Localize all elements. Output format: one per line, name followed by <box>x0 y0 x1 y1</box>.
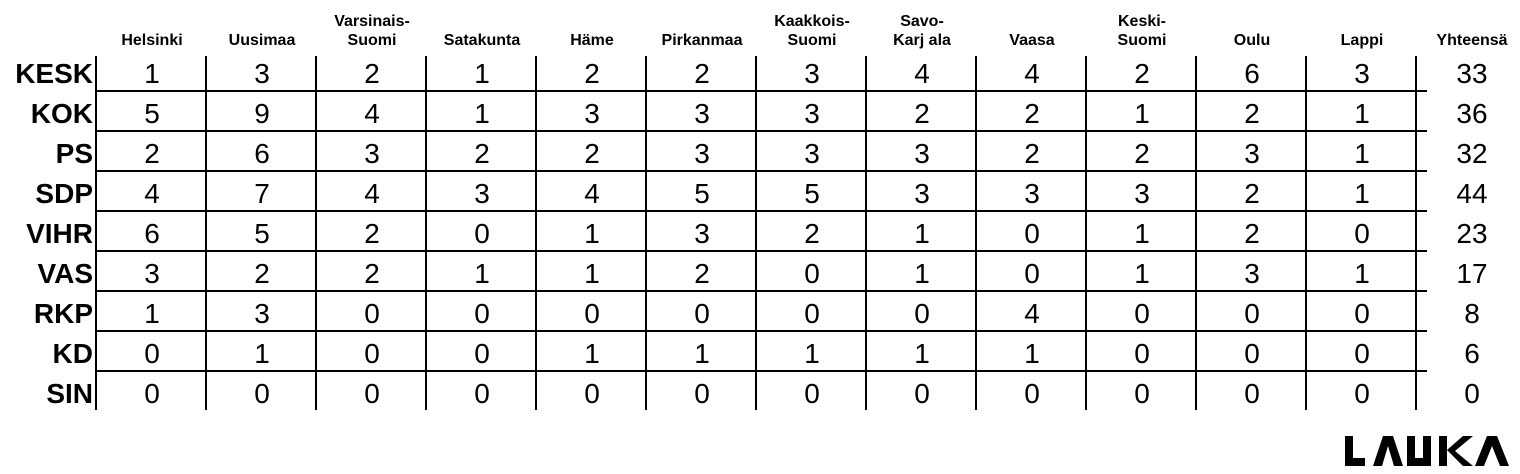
table-cell: 2 <box>1134 138 1150 169</box>
party-label: PS <box>55 138 93 169</box>
table-cell: 0 <box>584 378 600 409</box>
column-divider <box>865 56 867 410</box>
table-cell: 8 <box>1464 298 1480 329</box>
party-label: SIN <box>46 378 93 409</box>
table-cell: 3 <box>1354 58 1370 89</box>
table-cell: 1 <box>144 298 160 329</box>
table-cell: 3 <box>144 258 160 289</box>
table-cell: 1 <box>1354 178 1370 209</box>
table-cell: 0 <box>804 258 820 289</box>
table-cell: 1 <box>1134 218 1150 249</box>
column-header: Yhteensä <box>1436 32 1508 49</box>
table-cell: 17 <box>1456 258 1488 289</box>
table-cell: 0 <box>364 378 380 409</box>
table-cell: 2 <box>474 138 490 169</box>
table-cell: 2 <box>1244 178 1260 209</box>
table-cell: 0 <box>364 298 380 329</box>
table-cell: 3 <box>804 138 820 169</box>
table-cell: 4 <box>584 178 600 209</box>
table-cell: 3 <box>254 58 270 89</box>
row-divider <box>97 330 1427 332</box>
row-divider <box>97 290 1427 292</box>
table-cell: 0 <box>144 338 160 369</box>
table-cell: 1 <box>474 98 490 129</box>
table-cell: 5 <box>694 178 710 209</box>
table-cell: 3 <box>694 218 710 249</box>
column-header: Satakunta <box>443 32 521 49</box>
party-label: SDP <box>35 178 93 209</box>
party-label: RKP <box>33 298 93 329</box>
row-divider <box>97 130 1427 132</box>
table-cell: 6 <box>254 138 270 169</box>
column-divider <box>315 56 317 410</box>
table-cell: 3 <box>1024 178 1040 209</box>
table-cell: 1 <box>914 258 930 289</box>
table-cell: 6 <box>1464 338 1480 369</box>
table-cell: 0 <box>1354 218 1370 249</box>
row-divider <box>97 170 1427 172</box>
table-cell: 23 <box>1456 218 1488 249</box>
party-label: VIHR <box>26 218 93 249</box>
table-cell: 33 <box>1456 58 1488 89</box>
table-cell: 2 <box>364 258 380 289</box>
table-cell: 0 <box>804 378 820 409</box>
table-cell: 0 <box>1024 258 1040 289</box>
table-cell: 1 <box>144 58 160 89</box>
table-cell: 3 <box>364 138 380 169</box>
table-cell: 2 <box>1134 58 1150 89</box>
table-cell: 0 <box>474 218 490 249</box>
table-cell: 1 <box>804 338 820 369</box>
table-cell: 2 <box>254 258 270 289</box>
column-divider <box>205 56 207 410</box>
column-header: Pirkanmaa <box>661 32 743 49</box>
table-cell: 4 <box>1024 58 1040 89</box>
table-cell: 0 <box>1354 338 1370 369</box>
table-cell: 2 <box>1244 218 1260 249</box>
table-cell: 2 <box>584 138 600 169</box>
table-cell: 0 <box>1024 218 1040 249</box>
table-cell: 1 <box>584 258 600 289</box>
column-divider <box>1195 56 1197 410</box>
brand-logo <box>1343 432 1513 468</box>
column-divider <box>645 56 647 410</box>
table-cell: 2 <box>804 218 820 249</box>
table-cell: 1 <box>694 338 710 369</box>
table-cell: 1 <box>1354 98 1370 129</box>
table-cell: 4 <box>914 58 930 89</box>
table-cell: 1 <box>1354 138 1370 169</box>
table-cell: 3 <box>254 298 270 329</box>
table-cell: 0 <box>584 298 600 329</box>
table-cell: 0 <box>1244 378 1260 409</box>
row-divider <box>97 250 1427 252</box>
row-divider <box>97 370 1427 372</box>
table-cell: 1 <box>254 338 270 369</box>
table-cell: 4 <box>364 98 380 129</box>
table-cell: 4 <box>364 178 380 209</box>
table-cell: 3 <box>694 98 710 129</box>
table-cell: 0 <box>1134 338 1150 369</box>
table-cell: 0 <box>1244 338 1260 369</box>
table-cell: 7 <box>254 178 270 209</box>
column-header: Savo- Karj ala <box>893 13 951 49</box>
party-label: KD <box>52 338 93 369</box>
table-cell: 36 <box>1456 98 1488 129</box>
table-cell: 0 <box>1354 298 1370 329</box>
column-header: Kaakkois- Suomi <box>774 13 850 49</box>
table-cell: 1 <box>1134 258 1150 289</box>
column-header: Varsinais- Suomi <box>334 13 410 49</box>
table-cell: 1 <box>1024 338 1040 369</box>
table-cell: 2 <box>364 58 380 89</box>
table-cell: 0 <box>364 338 380 369</box>
table-cell: 2 <box>364 218 380 249</box>
column-header: Vaasa <box>1009 32 1055 49</box>
table-cell: 0 <box>1024 378 1040 409</box>
table-cell: 1 <box>1134 98 1150 129</box>
column-header: Keski- Suomi <box>1117 13 1167 49</box>
table-cell: 0 <box>474 378 490 409</box>
table-cell: 32 <box>1456 138 1488 169</box>
table-cell: 3 <box>914 178 930 209</box>
table-cell: 44 <box>1456 178 1488 209</box>
table-cell: 2 <box>584 58 600 89</box>
table-cell: 0 <box>914 298 930 329</box>
column-divider <box>755 56 757 410</box>
table-cell: 1 <box>1354 258 1370 289</box>
column-divider <box>1305 56 1307 410</box>
table-cell: 5 <box>804 178 820 209</box>
column-divider <box>1415 56 1417 410</box>
table-cell: 0 <box>1134 378 1150 409</box>
table-cell: 0 <box>144 378 160 409</box>
column-divider <box>975 56 977 410</box>
table-cell: 0 <box>914 378 930 409</box>
table-cell: 4 <box>1024 298 1040 329</box>
table-cell: 3 <box>474 178 490 209</box>
table-cell: 2 <box>1244 98 1260 129</box>
table-cell: 0 <box>1134 298 1150 329</box>
table-cell: 4 <box>144 178 160 209</box>
party-label: KOK <box>30 98 93 129</box>
table-cell: 0 <box>1244 298 1260 329</box>
table-cell: 0 <box>474 338 490 369</box>
table-cell: 1 <box>914 218 930 249</box>
table-cell: 0 <box>694 378 710 409</box>
table-cell: 2 <box>694 58 710 89</box>
table-cell: 3 <box>1244 138 1260 169</box>
table-cell: 5 <box>254 218 270 249</box>
table-cell: 3 <box>1244 258 1260 289</box>
row-divider <box>97 90 1427 92</box>
table-cell: 3 <box>584 98 600 129</box>
table-cell: 2 <box>1024 98 1040 129</box>
table-cell: 5 <box>144 98 160 129</box>
column-header: Uusimaa <box>228 32 296 49</box>
column-divider <box>95 56 97 410</box>
table-cell: 0 <box>474 298 490 329</box>
column-header: Helsinki <box>121 32 183 49</box>
table-cell: 1 <box>914 338 930 369</box>
column-divider <box>535 56 537 410</box>
table-cell: 1 <box>474 258 490 289</box>
table-cell: 2 <box>694 258 710 289</box>
table-cell: 0 <box>694 298 710 329</box>
table-cell: 0 <box>804 298 820 329</box>
table-cell: 1 <box>474 58 490 89</box>
column-header: Lappi <box>1340 32 1384 49</box>
table-cell: 3 <box>804 98 820 129</box>
party-label: VAS <box>37 258 93 289</box>
table-cell: 6 <box>1244 58 1260 89</box>
row-divider <box>97 210 1427 212</box>
table-cell: 6 <box>144 218 160 249</box>
table-cell: 1 <box>584 338 600 369</box>
column-header: Häme <box>570 32 614 49</box>
table-cell: 0 <box>1354 378 1370 409</box>
party-label: KESK <box>15 58 93 89</box>
column-divider <box>425 56 427 410</box>
table-cell: 0 <box>254 378 270 409</box>
table-cell: 2 <box>1024 138 1040 169</box>
table-cell: 9 <box>254 98 270 129</box>
table-cell: 2 <box>914 98 930 129</box>
column-divider <box>1085 56 1087 410</box>
table-cell: 2 <box>144 138 160 169</box>
table-cell: 3 <box>1134 178 1150 209</box>
table-cell: 3 <box>914 138 930 169</box>
table-cell: 3 <box>694 138 710 169</box>
table-cell: 3 <box>804 58 820 89</box>
table-cell: 0 <box>1464 378 1480 409</box>
table-cell: 1 <box>584 218 600 249</box>
column-header: Oulu <box>1233 32 1271 49</box>
